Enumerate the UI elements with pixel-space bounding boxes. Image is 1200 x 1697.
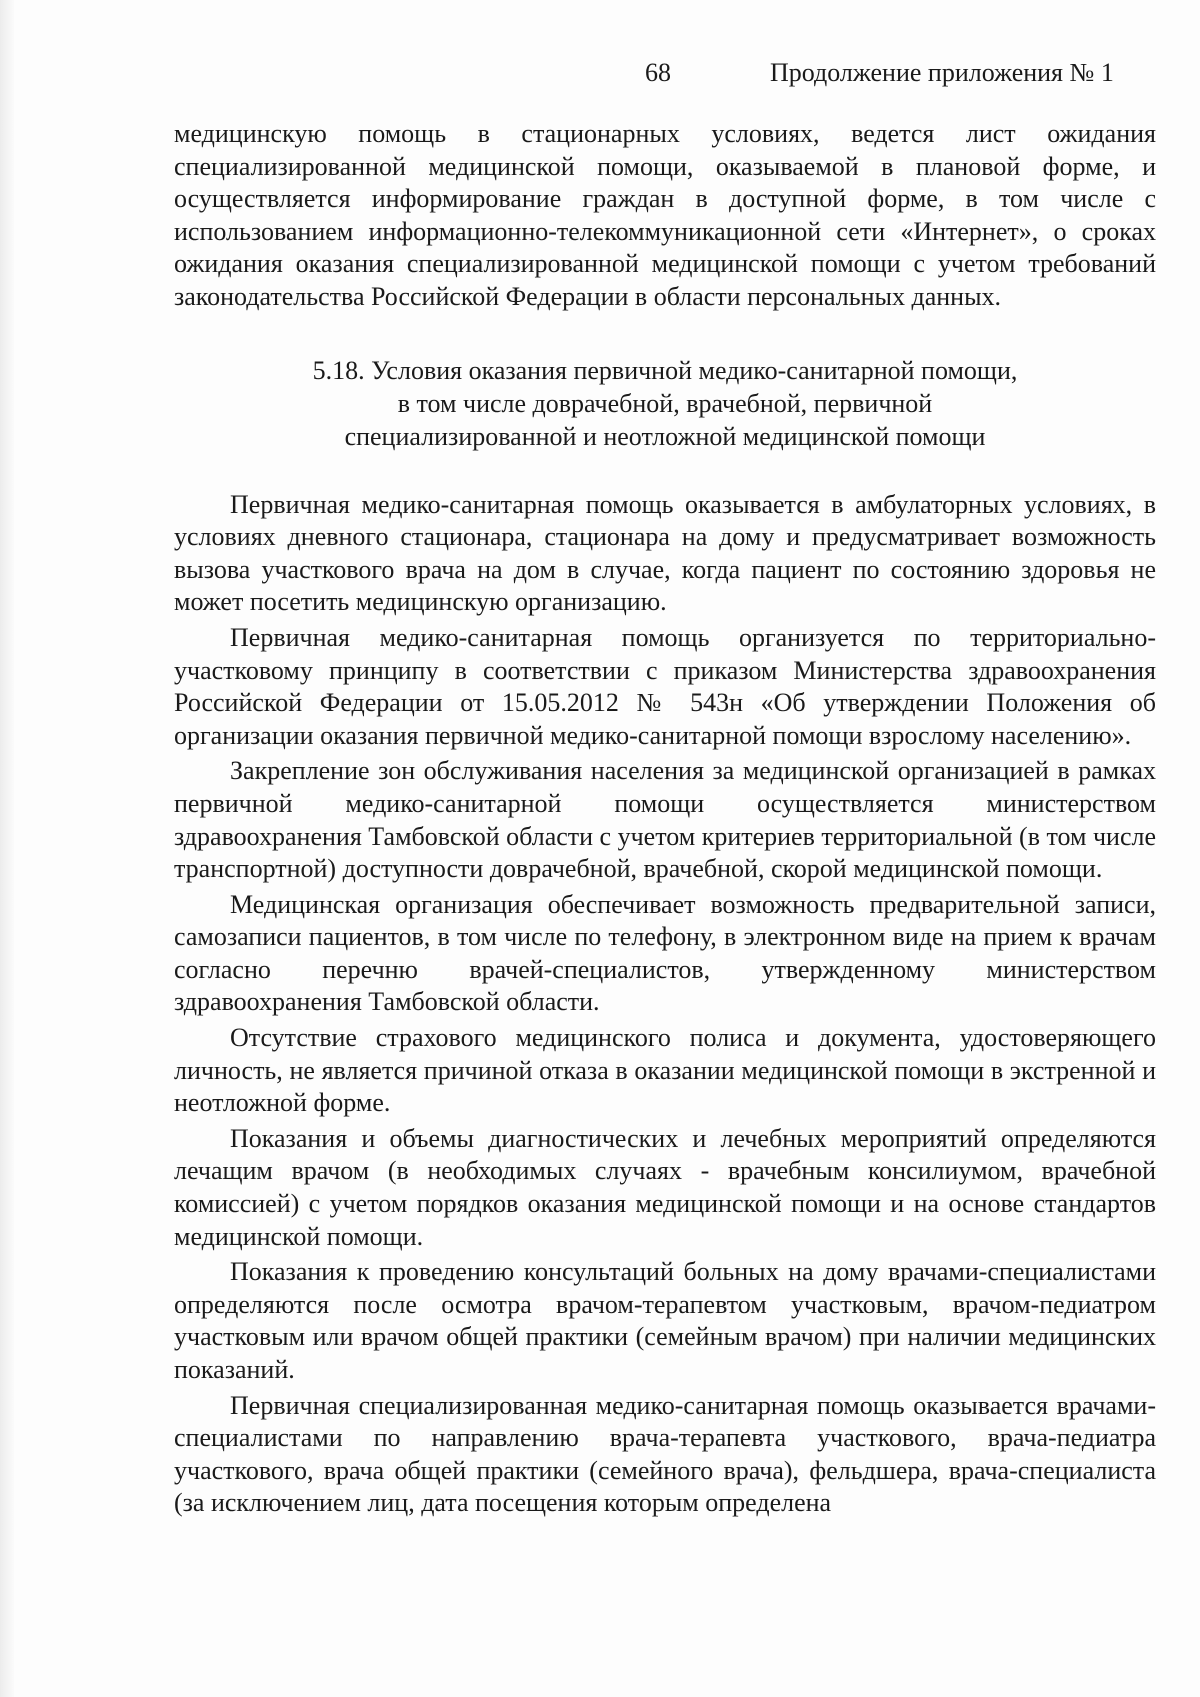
document-body	[174, 118, 1156, 1523]
section-body	[174, 489, 1156, 1520]
page-number: 68	[645, 58, 671, 87]
section-paragraph: Отсутствие страхового медицинского полиса и документа, удостоверяющего личность, не является причиной отказа в оказании медицинской помощи в экстренной и неотложной форме.	[174, 1023, 1156, 1118]
section-paragraph: Показания к проведению консультаций больных на дому врачами-специалистами определяются после осмотра врачом-терапевтом участковым, врачом-педиатром участковым или врачом общей практики (семейным врачом) при наличии медицинских показаний.	[174, 1257, 1156, 1384]
scan-edge	[0, 0, 14, 1697]
section-heading-line: специализированной и неотложной медицинской помощи	[344, 421, 986, 451]
section-paragraph: Первичная медико-санитарная помощь организуется по территориально-участковому принципу в соответствии с приказом Министерства здравоохранения Российской Федерации от 15.05.2012 № 543н «Об утверждении Положения об организации оказания первичной медико-санитарной помощи взрослому населению».	[174, 622, 1156, 750]
page-header	[0, 58, 1200, 98]
section-paragraph: Первичная специализированная медико-санитарная помощь оказывается врачами-специалистами по направлению врача-терапевта участкового, врача-педиатра участкового, врача общей практики (семейного врача), фельдшера, врача-специалиста (за исключением лиц, дата посещения которым определена	[174, 1390, 1156, 1518]
intro-paragraph: медицинскую помощь в стационарных условиях, ведется лист ожидания специализированной медицинской помощи, оказываемой в плановой форме, и осуществляется информирование граждан в доступной форме, в том числе с использованием информационно-телекоммуникационной сети «Интернет», о сроках ожидания оказания специализированной медицинской помощи с учетом требований законодательства Российской Федерации в области персональных данных.	[174, 119, 1156, 311]
section-heading	[174, 354, 1156, 453]
section-heading-line: 5.18. Условия оказания первичной медико-санитарной помощи,	[312, 355, 1018, 385]
appendix-continuation-label: Продолжение приложения № 1	[770, 58, 1114, 87]
section-paragraph: Первичная медико-санитарная помощь оказывается в амбулаторных условиях, в условиях дневного стационара, стационара на дому и предусматривает возможность вызова участкового врача на дом в случае, когда пациент по состоянию здоровья не может посетить медицинскую организацию.	[174, 489, 1156, 617]
section-paragraph: Показания и объемы диагностических и лечебных мероприятий определяются лечащим врачом (в необходимых случаях - врачебным консилиумом, врачебной комиссией) с учетом порядков оказания медицинской помощи и на основе стандартов медицинской помощи.	[174, 1123, 1156, 1251]
section-paragraph: Закрепление зон обслуживания населения за медицинской организацией в рамках первичной медико-санитарной помощи осуществляется министерством здравоохранения Тамбовской области с учетом критериев территориальной (в том числе транспортной) доступности доврачебной, врачебной, скорой медицинской помощи.	[174, 756, 1157, 884]
intro-block	[174, 118, 1156, 314]
section-heading-line: в том числе доврачебной, врачебной, первичной	[397, 388, 933, 418]
section-paragraph: Медицинская организация обеспечивает возможность предварительной записи, самозаписи пациентов, в том числе по телефону, в электронном виде на прием к врачам согласно перечню врачей-специалистов, утвержденному министерством здравоохранения Тамбовской области.	[174, 889, 1156, 1017]
